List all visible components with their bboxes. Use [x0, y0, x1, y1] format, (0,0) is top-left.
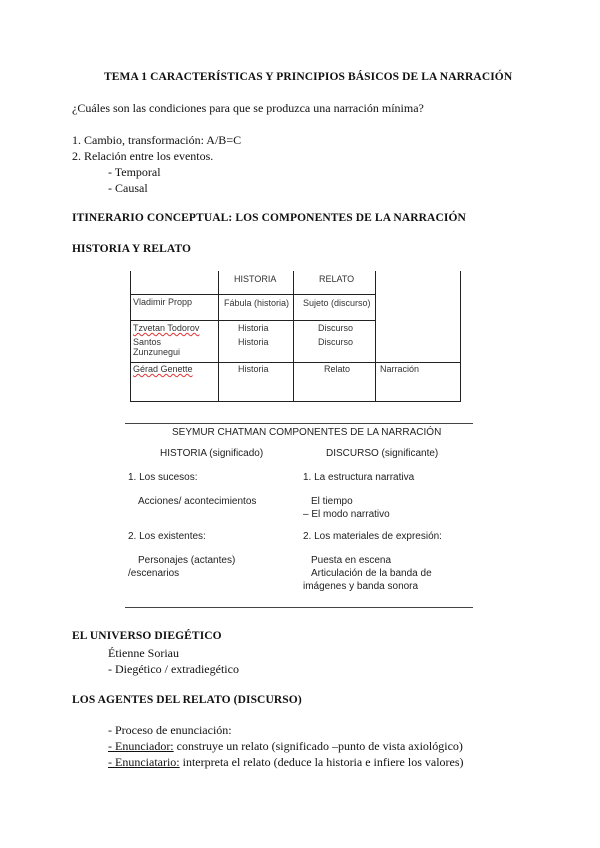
historia-escenarios: /escenarios	[128, 568, 180, 579]
discurso-modo: – El modo narrativo	[303, 509, 390, 520]
universo-item: - Diegético / extradiegético	[108, 662, 239, 676]
page-title: TEMA 1 CARACTERÍSTICAS Y PRINCIPIOS BÁSICOS DE LA NARRACIÓN	[104, 71, 513, 83]
itinerary-heading: ITINERARIO CONCEPTUAL: LOS COMPONENTES DE LA NARRACIÓN	[72, 212, 466, 224]
enunciatario-label: - Enunciatario:	[108, 755, 180, 769]
genette-name: Gérad Genette	[133, 364, 193, 374]
historia-sucesos: 1. Los sucesos:	[128, 472, 198, 483]
discurso-tiempo: El tiempo	[311, 496, 353, 507]
discurso-puesta: Puesta en escena	[311, 555, 392, 566]
chatman-discurso-header: DISCURSO (significante)	[326, 448, 439, 459]
chatman-historia-header: HISTORIA (significado)	[160, 448, 264, 459]
genette-narracion: Narración	[380, 364, 420, 374]
agentes-heading: LOS AGENTES DEL RELATO (DISCURSO)	[72, 694, 302, 706]
zunzunegui-historia: Historia	[238, 337, 269, 347]
col-relato-header: RELATO	[319, 274, 355, 284]
agentes-enunciacion: - Proceso de enunciación:	[108, 723, 232, 737]
enunciador-label: - Enunciador:	[108, 739, 174, 753]
condition-sub-temporal: - Temporal	[108, 165, 161, 179]
condition-2: 2. Relación entre los eventos.	[72, 149, 214, 163]
universo-heading: EL UNIVERSO DIEGÉTICO	[72, 630, 222, 642]
todorov-name: Tzvetan Todorov	[133, 323, 200, 333]
todorov-historia: Historia	[238, 323, 269, 333]
universo-author: Étienne Soriau	[108, 646, 179, 660]
historia-relato-table	[130, 271, 461, 402]
col-historia-header: HISTORIA	[234, 274, 277, 284]
condition-sub-causal: - Causal	[108, 181, 148, 195]
propp-historia: Fábula (historia)	[224, 298, 290, 308]
agentes-enunciatario	[108, 755, 464, 770]
chatman-title: SEYMUR CHATMAN COMPONENTES DE LA NARRACIÓN	[172, 427, 442, 438]
enunciador-text: construye un relato (significado –punto de vista axiológico)	[173, 739, 463, 753]
historia-relato-heading: HISTORIA Y RELATO	[72, 243, 192, 255]
discurso-articulacion: Articulación de la banda de	[311, 568, 432, 579]
todorov-relato: Discurso	[318, 323, 354, 333]
genette-historia: Historia	[238, 364, 269, 374]
condition-1: 1. Cambio, transformación: A/B=C	[72, 133, 242, 147]
genette-relato: Relato	[324, 364, 351, 374]
discurso-imagenes: imágenes y banda sonora	[303, 581, 419, 592]
historia-existentes: 2. Los existentes:	[128, 531, 206, 542]
discurso-estructura: 1. La estructura narrativa	[303, 472, 415, 483]
zunzunegui-relato: Discurso	[318, 337, 354, 347]
zunzunegui-name: Santos Zunzunegui	[133, 337, 181, 357]
historia-acciones: Acciones/ acontecimientos	[138, 496, 257, 507]
discurso-materiales: 2. Los materiales de expresión:	[303, 531, 442, 542]
propp-relato: Sujeto (discurso)	[303, 298, 371, 308]
agentes-enunciador	[108, 739, 463, 754]
chatman-table	[125, 423, 473, 608]
historia-personajes: Personajes (actantes)	[138, 555, 236, 566]
enunciatario-text: interpreta el relato (deduce la historia e infiere los valores)	[179, 755, 464, 769]
question-text: ¿Cuáles son las condiciones para que se produzca una narración mínima?	[72, 101, 424, 115]
propp-name: Vladimir Propp	[133, 297, 193, 307]
